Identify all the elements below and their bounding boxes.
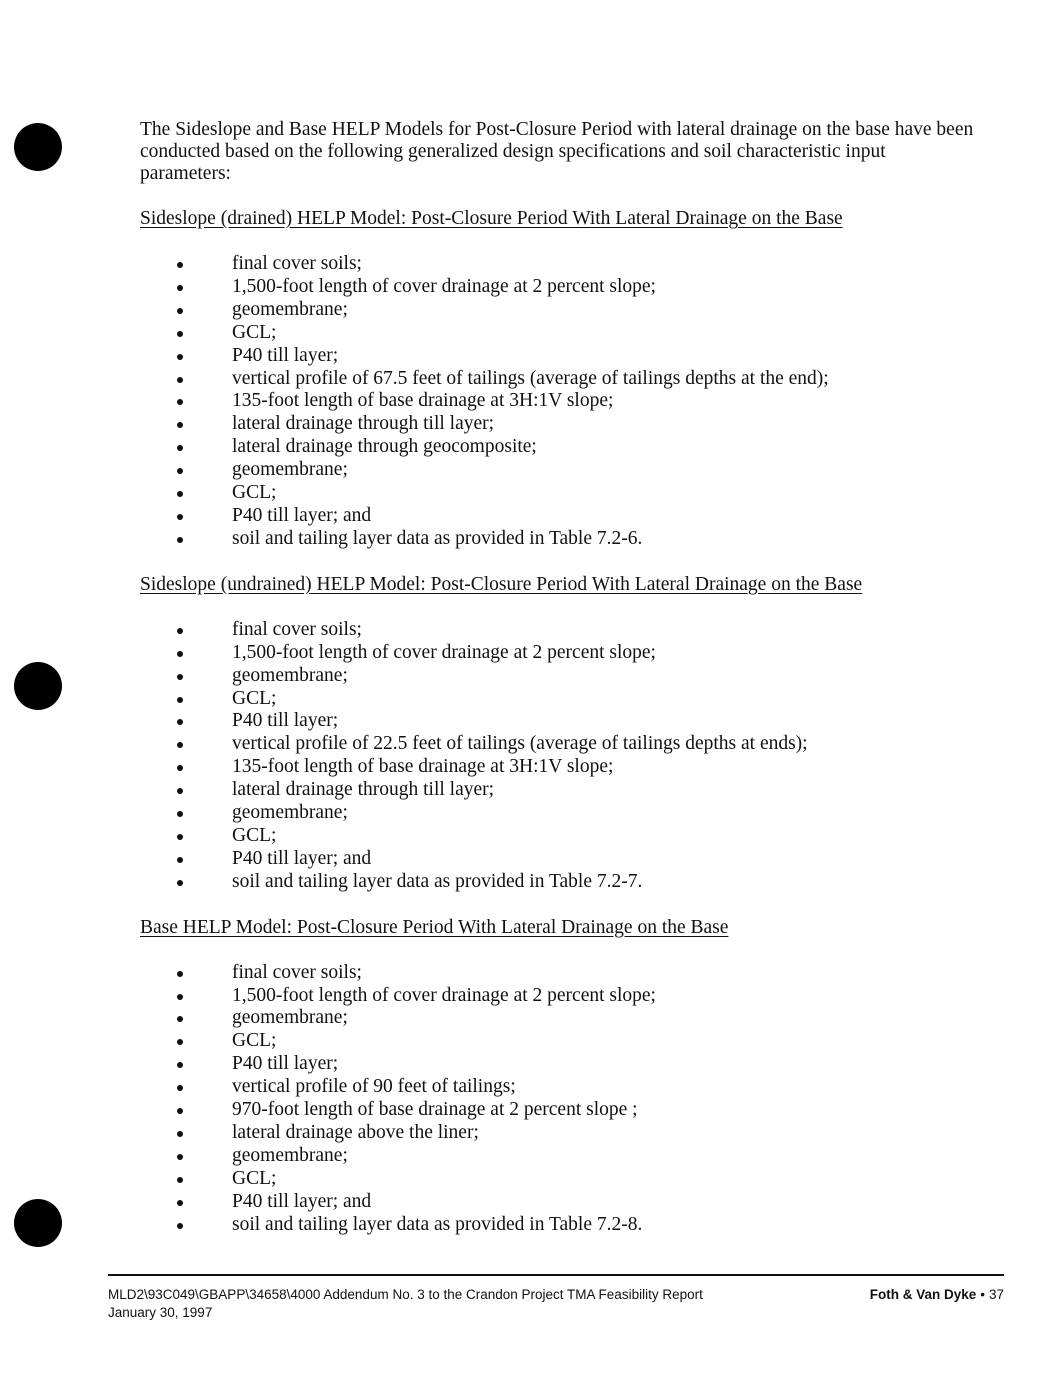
bullet-list-base [140,962,980,1237]
list-item: geomembrane; [140,665,980,688]
list-item: P40 till layer; and [140,505,980,528]
list-item: lateral drainage through till layer; [140,779,980,802]
list-item: 1,500-foot length of cover drainage at 2 percent slope; [140,642,980,665]
bullet-icon [177,1131,183,1137]
bullet-icon [177,262,183,268]
footer-right [870,1286,1004,1304]
bullet-icon [177,971,183,977]
footer-doc-path: MLD2\93C049\GBAPP\34658\4000 Addendum No. 3 to the Crandon Project TMA Feasibility Report [108,1287,703,1302]
bullet-list-sideslope-undrained [140,619,980,894]
list-item: GCL; [140,482,980,505]
list-item: P40 till layer; [140,1053,980,1076]
bullet-icon [177,1016,183,1022]
list-item: final cover soils; [140,253,980,276]
list-item: geomembrane; [140,1145,980,1168]
bullet-icon [177,674,183,680]
bullet-icon [177,308,183,314]
footer-date: January 30, 1997 [108,1305,213,1320]
list-item: vertical profile of 67.5 feet of tailings (average of tailings depths at the end); [140,368,980,391]
bullet-icon [177,1039,183,1045]
footer-separator: • [980,1287,985,1302]
list-item: soil and tailing layer data as provided in Table 7.2-7. [140,871,980,894]
list-item: 135-foot length of base drainage at 3H:1V slope; [140,756,980,779]
bullet-icon [177,537,183,543]
bullet-icon [177,1108,183,1114]
bullet-icon [177,719,183,725]
bullet-icon [177,994,183,1000]
footer-divider [108,1274,1004,1276]
footer-left [108,1286,703,1322]
binder-hole-bottom [14,1199,62,1247]
list-item: geomembrane; [140,1007,980,1030]
list-item: soil and tailing layer data as provided in Table 7.2-8. [140,1214,980,1237]
bullet-icon [177,1085,183,1091]
bullet-icon [177,1154,183,1160]
list-item: vertical profile of 90 feet of tailings; [140,1076,980,1099]
list-item: geomembrane; [140,299,980,322]
list-item: 1,500-foot length of cover drainage at 2 percent slope; [140,985,980,1008]
page-body [140,119,980,1237]
list-item: lateral drainage above the liner; [140,1122,980,1145]
page-number: 37 [988,1287,1004,1302]
bullet-icon [177,1223,183,1229]
list-item: lateral drainage through geocomposite; [140,436,980,459]
footer-firm-name: Foth & Van Dyke [869,1287,977,1302]
bullet-list-sideslope-drained [140,253,980,551]
list-item: final cover soils; [140,619,980,642]
binder-hole-middle [14,662,62,710]
bullet-icon [177,651,183,657]
list-item: lateral drainage through till layer; [140,413,980,436]
list-item: P40 till layer; [140,345,980,368]
bullet-icon [177,811,183,817]
list-item: 1,500-foot length of cover drainage at 2 percent slope; [140,276,980,299]
list-item: GCL; [140,688,980,711]
bullet-icon [177,285,183,291]
list-item: GCL; [140,322,980,345]
list-item: soil and tailing layer data as provided in Table 7.2-6. [140,528,980,551]
intro-paragraph: The Sideslope and Base HELP Models for Post-Closure Period with lateral drainage on the base have been conducted based on the following generalized design specifications and soil characteristic input parameters: [140,119,974,184]
bullet-icon [177,514,183,520]
list-item: vertical profile of 22.5 feet of tailings (average of tailings depths at ends); [140,733,980,756]
bullet-icon [177,765,183,771]
bullet-icon [177,354,183,360]
list-item: final cover soils; [140,962,980,985]
bullet-icon [177,697,183,703]
bullet-icon [177,788,183,794]
bullet-icon [177,1200,183,1206]
list-item: 970-foot length of base drainage at 2 percent slope ; [140,1099,980,1122]
bullet-icon [177,834,183,840]
list-item: geomembrane; [140,459,980,482]
list-item: GCL; [140,825,980,848]
bullet-icon [177,1177,183,1183]
list-item: geomembrane; [140,802,980,825]
bullet-icon [177,857,183,863]
bullet-icon [177,880,183,886]
list-item: GCL; [140,1168,980,1191]
list-item: P40 till layer; [140,710,980,733]
bullet-icon [177,468,183,474]
page-footer [108,1286,1004,1322]
section-heading-sideslope-undrained: Sideslope (undrained) HELP Model: Post-Closure Period With Lateral Drainage on the Base [140,573,863,595]
bullet-icon [177,377,183,383]
list-item: 135-foot length of base drainage at 3H:1V slope; [140,390,980,413]
bullet-icon [177,628,183,634]
list-item: P40 till layer; and [140,1191,980,1214]
bullet-icon [177,422,183,428]
list-item: P40 till layer; and [140,848,980,871]
bullet-icon [177,331,183,337]
binder-hole-top [14,123,62,171]
section-heading-base: Base HELP Model: Post-Closure Period With Lateral Drainage on the Base [140,916,729,938]
list-item: GCL; [140,1030,980,1053]
bullet-icon [177,491,183,497]
section-heading-sideslope-drained: Sideslope (drained) HELP Model: Post-Closure Period With Lateral Drainage on the Base [140,208,843,229]
bullet-icon [177,445,183,451]
bullet-icon [177,399,183,405]
bullet-icon [177,1062,183,1068]
bullet-icon [177,742,183,748]
